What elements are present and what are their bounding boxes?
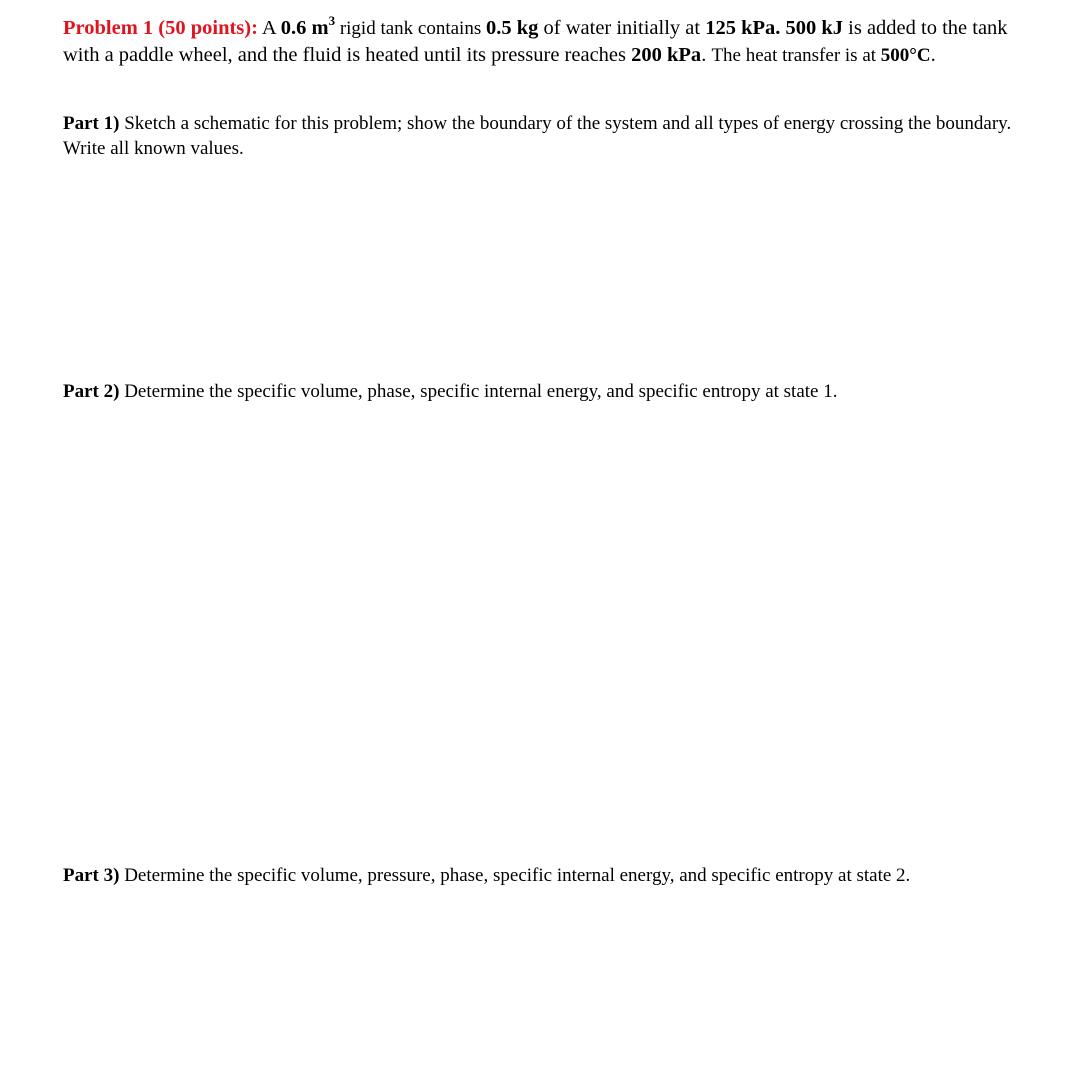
initial-pressure: 125 kPa. bbox=[705, 17, 781, 39]
water-mass: 0.5 kg bbox=[485, 17, 539, 39]
volume-exponent: 3 bbox=[328, 13, 336, 28]
part-3-question bbox=[63, 862, 1023, 889]
problem-text-7: The heat transfer is at bbox=[711, 45, 881, 66]
problem-text-1: A bbox=[257, 17, 281, 39]
problem-text-3: of water initially at bbox=[538, 17, 706, 39]
problem-statement bbox=[63, 15, 1023, 69]
problem-heading: Problem 1 (50 points): bbox=[63, 17, 258, 39]
problem-text-5: is added to the tank with a paddle wheel, and the fluid is heated until its pressure reaches bbox=[63, 17, 1008, 66]
problem-text-2: rigid tank contains bbox=[335, 18, 486, 39]
part-2-text: Determine the specific volume, phase, specific internal energy, and specific entropy at state 1. bbox=[119, 381, 838, 402]
part-1-text: Sketch a schematic for this problem; show the boundary of the system and all types of energy crossing the boundary. Write all known values. bbox=[63, 113, 1012, 159]
part-3-label: Part 3) bbox=[63, 865, 120, 886]
problem-text-6: . bbox=[701, 44, 712, 66]
part-2-label: Part 2) bbox=[63, 381, 120, 402]
final-pressure: 200 kPa bbox=[631, 44, 702, 66]
part-2-question bbox=[63, 378, 1023, 405]
part-3-text: Determine the specific volume, pressure, phase, specific internal energy, and specific entropy at state 2. bbox=[119, 865, 911, 886]
problem-text-8: . bbox=[930, 44, 936, 66]
part-1-question bbox=[63, 111, 1023, 161]
tank-volume-value: 0.6 m bbox=[280, 17, 329, 39]
tank-volume bbox=[280, 13, 336, 39]
paddle-work: 500 kJ bbox=[785, 17, 844, 39]
heat-temperature: 500°C bbox=[880, 45, 931, 66]
part-1-label: Part 1) bbox=[63, 113, 120, 134]
